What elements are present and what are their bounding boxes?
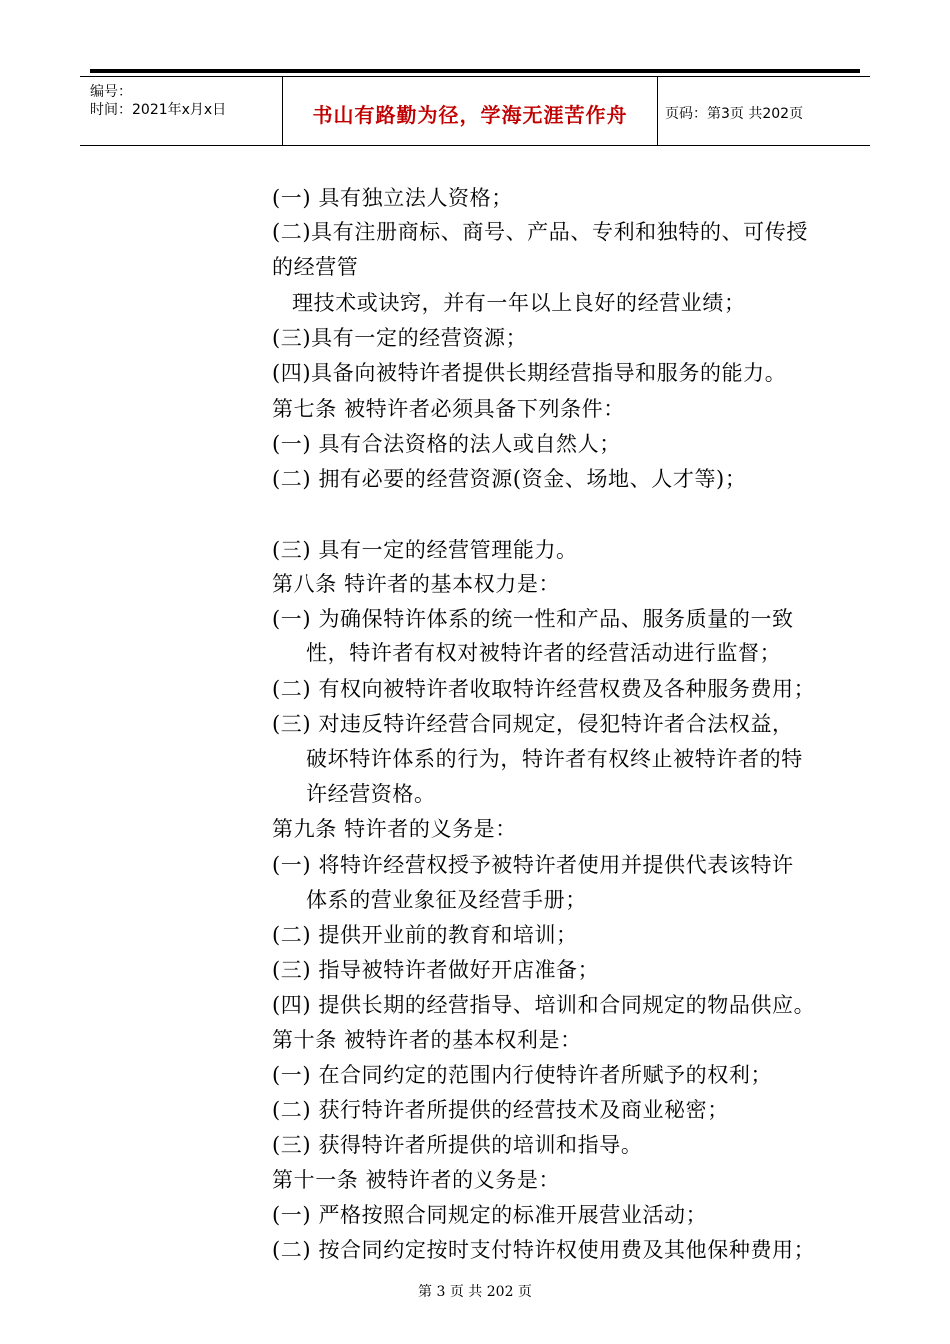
page-footer: 第 3 页 共 202 页 xyxy=(418,1284,532,1300)
header-top-rule xyxy=(90,69,860,73)
body-line: (三) 指导被特许者做好开店准备； xyxy=(272,958,600,982)
body-line: 第八条 特许者的基本权力是： xyxy=(272,572,561,596)
body-line: (四) 提供长期的经营指导、培训和合同规定的物品供应。 xyxy=(272,993,816,1017)
header-motto-cell xyxy=(282,77,658,145)
body-line: 体系的营业象征及经营手册； xyxy=(306,888,587,912)
body-line: (一) 将特许经营权授予被特许者使用并提供代表该特许 xyxy=(272,853,794,877)
body-line: (一) 为确保特许体系的统一性和产品、服务质量的一致 xyxy=(272,607,794,631)
body-line: (三)具有一定的经营资源； xyxy=(272,326,528,350)
body-line: (四)具备向被特许者提供长期经营指导和服务的能力。 xyxy=(272,361,787,385)
body-line: (三) 具有一定的经营管理能力。 xyxy=(272,538,578,562)
body-line: (二) 有权向被特许者收取特许经营权费及各种服务费用； xyxy=(272,677,816,701)
body-line: (二) 获行特许者所提供的经营技术及商业秘密； xyxy=(272,1098,729,1122)
body-line: 第十一条 被特许者的义务是： xyxy=(272,1168,561,1192)
header-page-code: 页码：第3页 共202页 xyxy=(665,106,804,122)
header-meta-cell xyxy=(80,77,282,145)
header-page-cell xyxy=(657,77,870,145)
document-time-label: 时间：2021年x月x日 xyxy=(90,102,227,118)
body-line: (三) 对违反特许经营合同规定，侵犯特许者合法权益， xyxy=(272,712,794,736)
body-line: 第七条 被特许者必须具备下列条件： xyxy=(272,397,625,421)
body-line: 破坏特许体系的行为，特许者有权终止被特许者的特 xyxy=(306,747,803,771)
body-line: (一) 具有合法资格的法人或自然人； xyxy=(272,432,621,456)
body-line: 理技术或诀窍，并有一年以上良好的经营业绩； xyxy=(292,291,746,315)
document-header xyxy=(80,76,870,146)
document-number-label: 编号： xyxy=(90,84,132,100)
body-line: (一) 在合同约定的范围内行使特许者所赋予的权利； xyxy=(272,1063,773,1087)
body-line: (一) 严格按照合同规定的标准开展营业活动； xyxy=(272,1203,708,1227)
body-line: 第十条 被特许者的基本权利是： xyxy=(272,1028,582,1052)
body-line: (二)具有注册商标、商号、产品、专利和独特的、可传授 xyxy=(272,220,808,244)
body-line: 许经营资格。 xyxy=(306,782,436,806)
body-line: 第九条 特许者的义务是： xyxy=(272,817,517,841)
body-line: (二) 提供开业前的教育和培训； xyxy=(272,923,578,947)
body-line: (二) 按合同约定按时支付特许权使用费及其他保种费用； xyxy=(272,1238,816,1262)
body-line: 的经营管 xyxy=(272,255,359,279)
header-motto: 书山有路勤为径，学海无涯苦作舟 xyxy=(312,103,628,127)
body-line: 性，特许者有权对被特许者的经营活动进行监督； xyxy=(306,641,782,665)
body-line: (二) 拥有必要的经营资源(资金、场地、人才等)； xyxy=(272,467,747,491)
body-line: (三) 获得特许者所提供的培训和指导。 xyxy=(272,1133,643,1157)
body-line: (一) 具有独立法人资格； xyxy=(272,186,513,210)
